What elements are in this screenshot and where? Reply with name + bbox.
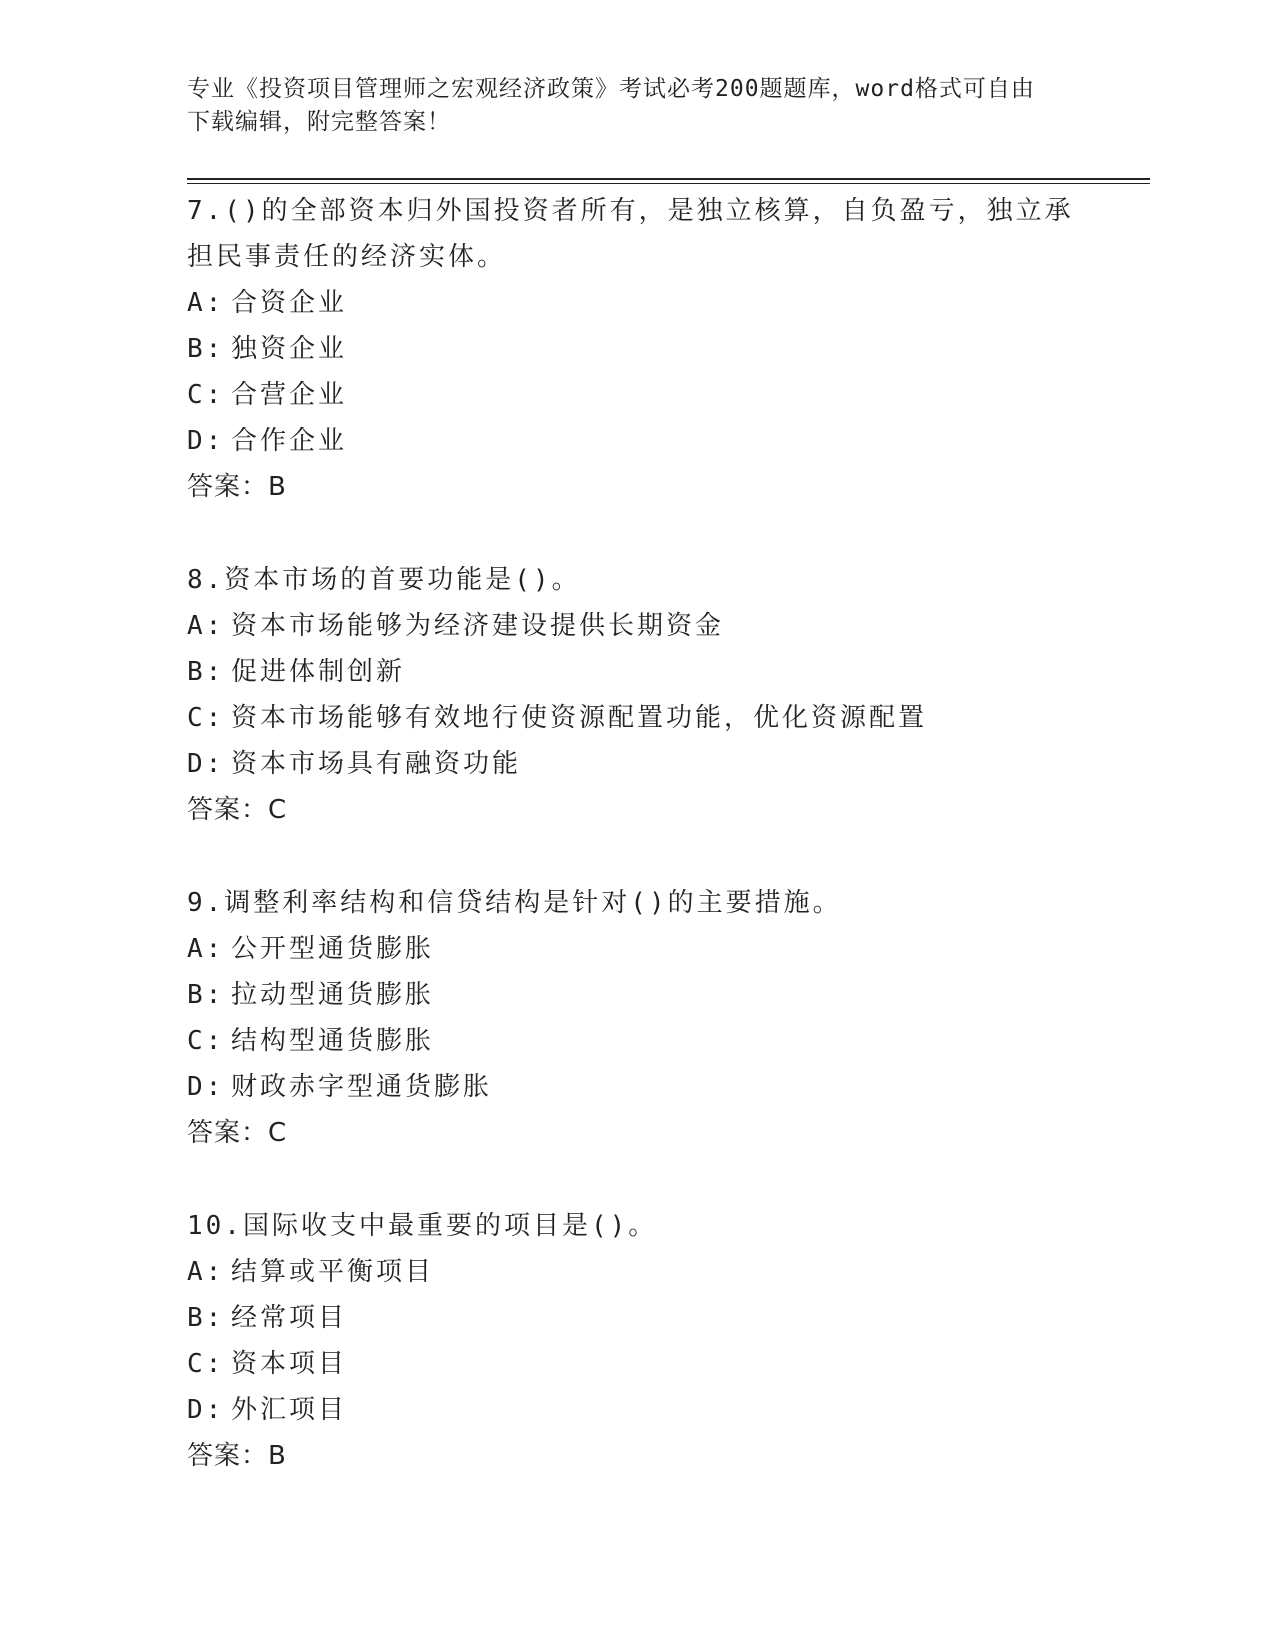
header-rule-thick bbox=[187, 178, 1150, 180]
question-list bbox=[187, 188, 1087, 1526]
option-text: 合营企业 bbox=[231, 380, 348, 410]
option-d bbox=[187, 741, 1087, 787]
option-label: C: bbox=[187, 703, 225, 733]
option-label: A: bbox=[187, 288, 225, 318]
question-text: 9.调整利率结构和信贷结构是针对()的主要措施。 bbox=[187, 888, 842, 918]
option-b bbox=[187, 1295, 1087, 1341]
option-label: A: bbox=[187, 611, 225, 641]
option-a bbox=[187, 926, 1087, 972]
question-text-continued: 担民事责任的经济实体。 bbox=[187, 242, 507, 272]
option-text: 外汇项目 bbox=[231, 1395, 348, 1425]
option-text: 财政赤字型通货膨胀 bbox=[231, 1072, 493, 1102]
option-label: D: bbox=[187, 749, 225, 779]
option-text: 资本市场能够为经济建设提供长期资金 bbox=[231, 611, 725, 641]
option-text: 资本市场能够有效地行使资源配置功能，优化资源配置 bbox=[231, 703, 928, 733]
option-label: B: bbox=[187, 334, 225, 364]
option-text: 拉动型通货膨胀 bbox=[231, 980, 435, 1010]
question-10 bbox=[187, 1203, 1087, 1479]
option-label: A: bbox=[187, 934, 225, 964]
option-label: B: bbox=[187, 657, 225, 687]
option-text: 独资企业 bbox=[231, 334, 348, 364]
header-rule-thin bbox=[187, 183, 1150, 184]
document-header bbox=[187, 73, 1077, 139]
question-9 bbox=[187, 880, 1087, 1156]
option-c bbox=[187, 1341, 1087, 1387]
answer: 答案：C bbox=[187, 1118, 288, 1148]
option-label: B: bbox=[187, 1303, 225, 1333]
option-label: C: bbox=[187, 1026, 225, 1056]
option-label: C: bbox=[187, 380, 225, 410]
option-c bbox=[187, 372, 1087, 418]
header-line-2: 下载编辑，附完整答案！ bbox=[187, 109, 451, 135]
option-text: 资本项目 bbox=[231, 1349, 348, 1379]
header-line-1: 专业《投资项目管理师之宏观经济政策》考试必考200题题库，word格式可自由 bbox=[187, 76, 1035, 102]
option-label: D: bbox=[187, 1395, 225, 1425]
option-text: 合作企业 bbox=[231, 426, 348, 456]
option-text: 合资企业 bbox=[231, 288, 348, 318]
option-text: 经常项目 bbox=[231, 1303, 348, 1333]
option-text: 结构型通货膨胀 bbox=[231, 1026, 435, 1056]
answer: 答案：C bbox=[187, 795, 288, 825]
option-c bbox=[187, 1018, 1087, 1064]
option-label: D: bbox=[187, 1072, 225, 1102]
option-label: D: bbox=[187, 426, 225, 456]
option-d bbox=[187, 1387, 1087, 1433]
option-c bbox=[187, 695, 1087, 741]
option-b bbox=[187, 326, 1087, 372]
answer: 答案：B bbox=[187, 472, 287, 502]
option-a bbox=[187, 1249, 1087, 1295]
option-b bbox=[187, 649, 1087, 695]
question-text: 10.国际收支中最重要的项目是()。 bbox=[187, 1211, 658, 1241]
option-text: 结算或平衡项目 bbox=[231, 1257, 435, 1287]
option-label: A: bbox=[187, 1257, 225, 1287]
option-text: 促进体制创新 bbox=[231, 657, 406, 687]
option-d bbox=[187, 418, 1087, 464]
option-b bbox=[187, 972, 1087, 1018]
question-8 bbox=[187, 557, 1087, 833]
question-text: 7.()的全部资本归外国投资者所有，是独立核算，自负盈亏，独立承 bbox=[187, 196, 1074, 226]
option-a bbox=[187, 603, 1087, 649]
question-7 bbox=[187, 188, 1087, 510]
option-a bbox=[187, 280, 1087, 326]
question-text: 8.资本市场的首要功能是()。 bbox=[187, 565, 581, 595]
option-d bbox=[187, 1064, 1087, 1110]
option-label: B: bbox=[187, 980, 225, 1010]
option-text: 资本市场具有融资功能 bbox=[231, 749, 522, 779]
option-text: 公开型通货膨胀 bbox=[231, 934, 435, 964]
answer: 答案：B bbox=[187, 1441, 287, 1471]
option-label: C: bbox=[187, 1349, 225, 1379]
